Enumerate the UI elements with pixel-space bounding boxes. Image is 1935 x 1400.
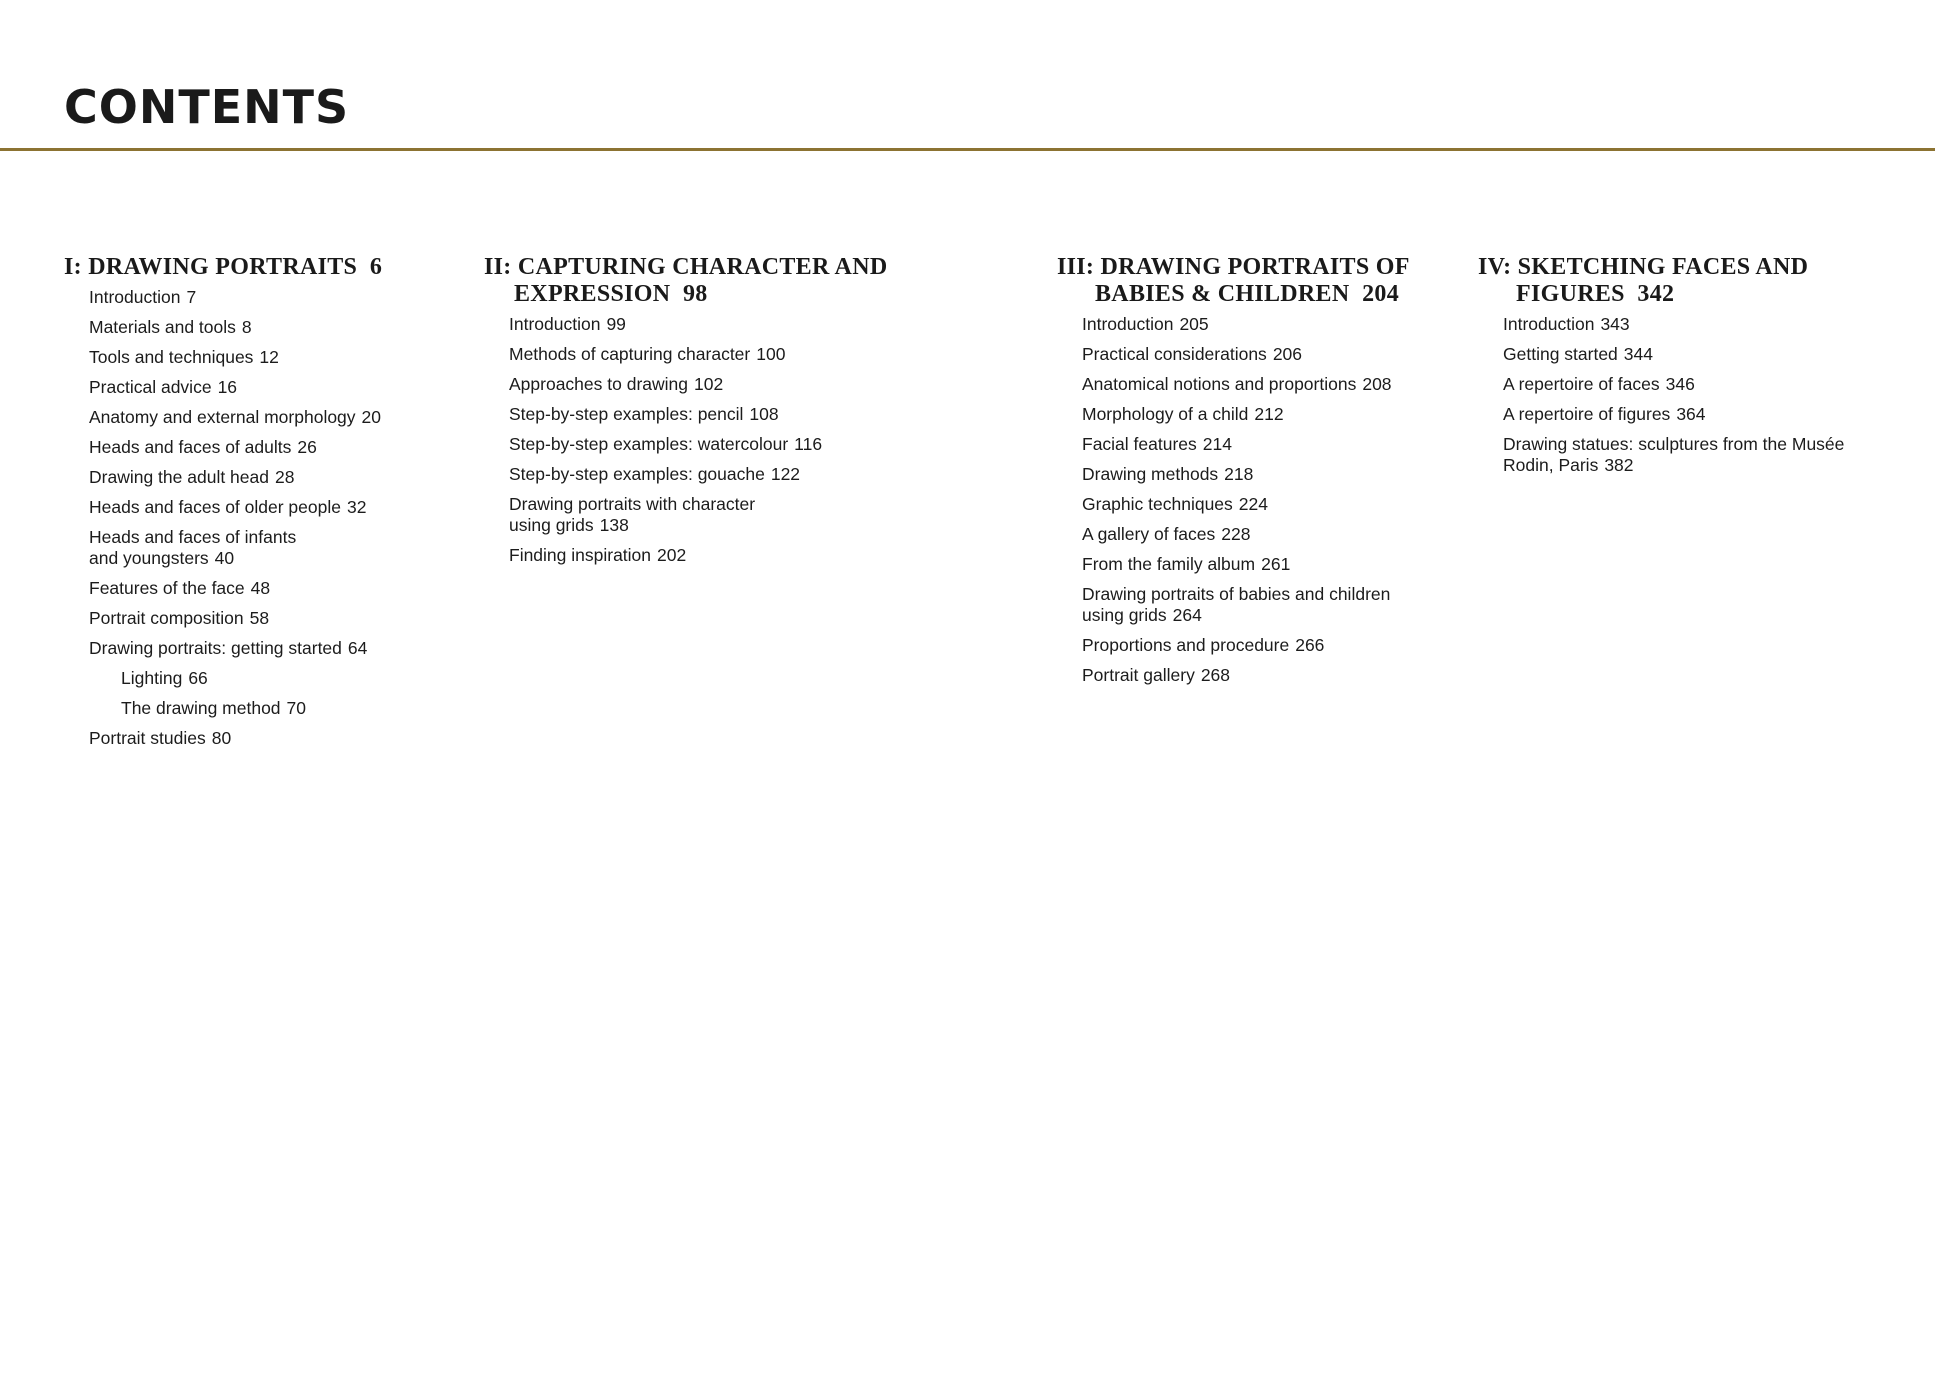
- toc-entry-title: Practical considerations: [1082, 344, 1267, 364]
- section-heading-text: II: CAPTURING CHARACTER AND: [484, 254, 888, 280]
- toc-entry-title: Drawing portraits: getting started: [89, 638, 342, 658]
- toc-entry-title: Portrait gallery: [1082, 665, 1195, 685]
- toc-entry-page: 12: [259, 347, 279, 367]
- section-heading-text-cont: EXPRESSION: [514, 281, 671, 307]
- section-heading: [1478, 254, 1898, 308]
- toc-subentry[interactable]: [89, 668, 464, 689]
- toc-entry-title: Introduction: [1503, 314, 1595, 334]
- toc-entry-title-cont: Rodin, Paris: [1503, 455, 1599, 475]
- toc-section-2: [484, 254, 1024, 575]
- toc-entry-page: 382: [1604, 455, 1634, 475]
- toc-entry-title: Heads and faces of infants: [89, 527, 297, 547]
- toc-entry-title: The drawing method: [121, 698, 281, 718]
- toc-entry-title: Morphology of a child: [1082, 404, 1249, 424]
- toc-entry-title: Drawing methods: [1082, 464, 1219, 484]
- toc-entry-title: Lighting: [121, 668, 183, 688]
- toc-entry-title: Getting started: [1503, 344, 1618, 364]
- toc-entry-list: [484, 314, 1024, 566]
- toc-entry-list: [1057, 314, 1457, 686]
- toc-entry[interactable]: [1082, 464, 1457, 485]
- toc-entry-page: 16: [217, 377, 238, 397]
- toc-entry-title: Tools and techniques: [89, 347, 254, 367]
- toc-entry[interactable]: [1082, 524, 1457, 545]
- toc-entry-page: 116: [794, 434, 823, 454]
- toc-entry-page: 122: [770, 464, 801, 484]
- toc-entry[interactable]: [1082, 665, 1457, 686]
- toc-entry-title: Portrait composition: [89, 608, 244, 628]
- toc-entry-title: Portrait studies: [89, 728, 206, 748]
- toc-entry[interactable]: [509, 374, 1024, 395]
- toc-entry-page: 228: [1221, 524, 1251, 544]
- toc-entry-title: Drawing statues: sculptures from the Musée: [1503, 434, 1845, 454]
- toc-entry-page: 48: [250, 578, 271, 598]
- toc-entry-title: From the family album: [1082, 554, 1256, 574]
- toc-entry[interactable]: [89, 437, 464, 458]
- toc-entry-title: Graphic techniques: [1082, 494, 1233, 514]
- toc-entry-title: A repertoire of figures: [1503, 404, 1671, 424]
- toc-entry[interactable]: [89, 287, 464, 308]
- title-divider: [0, 148, 1935, 151]
- toc-entry[interactable]: [89, 317, 464, 338]
- toc-entry-title: A repertoire of faces: [1503, 374, 1660, 394]
- toc-entry-page: 202: [657, 545, 687, 565]
- toc-entry-list: [64, 287, 464, 749]
- toc-entry-title-cont: and youngsters: [89, 548, 209, 568]
- toc-entry-page: 26: [297, 437, 317, 457]
- toc-entry-page: 264: [1172, 605, 1202, 625]
- toc-entry-page: 66: [188, 668, 208, 688]
- toc-entry[interactable]: [1503, 434, 1898, 476]
- toc-entry-page: 8: [241, 317, 252, 337]
- toc-entry[interactable]: [1503, 314, 1898, 335]
- toc-entry[interactable]: [89, 377, 464, 398]
- toc-entry[interactable]: [89, 527, 464, 569]
- toc-entry-page: 268: [1200, 665, 1231, 685]
- toc-entry-title: Materials and tools: [89, 317, 236, 337]
- section-heading-page: 98: [682, 281, 708, 307]
- toc-entry-title: Step-by-step examples: gouache: [509, 464, 765, 484]
- toc-entry-page: 32: [346, 497, 367, 517]
- toc-entry[interactable]: [89, 347, 464, 368]
- toc-entry-title: Drawing portraits with character: [509, 494, 756, 514]
- toc-entry-page: 28: [274, 467, 295, 487]
- toc-entry-list: [1478, 314, 1898, 476]
- toc-entry[interactable]: [1082, 344, 1457, 365]
- toc-entry-title: Heads and faces of older people: [89, 497, 341, 517]
- section-heading-text: IV: SKETCHING FACES AND: [1478, 254, 1809, 280]
- toc-entry-page: 100: [756, 344, 786, 364]
- page-title: CONTENTS: [64, 80, 350, 134]
- toc-entry-title-cont: using grids: [509, 515, 594, 535]
- toc-entry-page: 205: [1179, 314, 1209, 334]
- toc-subentry[interactable]: [89, 698, 464, 719]
- toc-entry-title: Proportions and procedure: [1082, 635, 1290, 655]
- toc-entry[interactable]: [509, 464, 1024, 485]
- toc-entry-title: Introduction: [89, 287, 181, 307]
- toc-entry-page: 70: [286, 698, 307, 718]
- toc-entry-title: Anatomy and external morphology: [89, 407, 356, 427]
- toc-entry-page: 138: [599, 515, 629, 535]
- toc-entry[interactable]: [509, 344, 1024, 365]
- section-heading-page: 342: [1637, 281, 1675, 307]
- toc-entry[interactable]: [89, 467, 464, 488]
- toc-entry[interactable]: [89, 638, 464, 659]
- toc-entry-page: 20: [361, 407, 382, 427]
- toc-entry[interactable]: [89, 407, 464, 428]
- toc-entry-page: 344: [1623, 344, 1653, 364]
- toc-entry-title: Heads and faces of adults: [89, 437, 292, 457]
- section-heading-page: 204: [1362, 281, 1400, 307]
- toc-entry[interactable]: [1082, 635, 1457, 656]
- toc-entry[interactable]: [509, 434, 1024, 455]
- toc-entry-page: 206: [1272, 344, 1303, 364]
- toc-entry[interactable]: [509, 314, 1024, 335]
- toc-entry[interactable]: [1503, 344, 1898, 365]
- toc-entry[interactable]: [1082, 314, 1457, 335]
- toc-entry-page: 261: [1261, 554, 1291, 574]
- toc-entry-page: 40: [214, 548, 235, 568]
- toc-entry-page: 108: [749, 404, 779, 424]
- toc-entry-title: A gallery of faces: [1082, 524, 1216, 544]
- toc-entry-page: 7: [186, 287, 197, 307]
- toc-entry-title: Facial features: [1082, 434, 1197, 454]
- toc-entry-title: Drawing the adult head: [89, 467, 269, 487]
- toc-entry-page: 364: [1676, 404, 1706, 424]
- toc-section-3: [1057, 254, 1457, 695]
- toc-entry-title: Practical advice: [89, 377, 212, 397]
- toc-entry-title: Methods of capturing character: [509, 344, 751, 364]
- toc-entry-title: Approaches to drawing: [509, 374, 688, 394]
- section-heading-text-cont: FIGURES: [1516, 281, 1625, 307]
- toc-entry-title-cont: using grids: [1082, 605, 1167, 625]
- toc-entry-page: 99: [606, 314, 626, 334]
- toc-entry-page: 212: [1254, 404, 1284, 424]
- toc-entry[interactable]: [509, 545, 1024, 566]
- toc-entry[interactable]: [1082, 374, 1457, 395]
- toc-section-4: [1478, 254, 1898, 485]
- section-heading: [484, 254, 1024, 308]
- toc-entry[interactable]: [1503, 374, 1898, 395]
- toc-section-1: [64, 254, 464, 758]
- toc-entry-page: 58: [249, 608, 270, 628]
- toc-entry[interactable]: [509, 404, 1024, 425]
- toc-entry-page: 80: [211, 728, 232, 748]
- toc-entry[interactable]: [89, 578, 464, 599]
- toc-entry-page: 346: [1665, 374, 1695, 394]
- section-heading: [64, 254, 464, 281]
- toc-entry[interactable]: [89, 497, 464, 518]
- toc-entry-page: 208: [1362, 374, 1392, 394]
- toc-entry-title: Step-by-step examples: pencil: [509, 404, 744, 424]
- section-heading: [1057, 254, 1457, 308]
- toc-entry-page: 64: [347, 638, 368, 658]
- toc-entry[interactable]: [1082, 554, 1457, 575]
- toc-entry[interactable]: [509, 494, 1024, 536]
- toc-entry-title: Step-by-step examples: watercolour: [509, 434, 789, 454]
- toc-entry[interactable]: [1082, 404, 1457, 425]
- toc-entry-page: 218: [1224, 464, 1254, 484]
- toc-entry[interactable]: [1503, 404, 1898, 425]
- toc-entry[interactable]: [1082, 584, 1457, 626]
- toc-entry-title: Features of the face: [89, 578, 245, 598]
- toc-entry-page: 102: [694, 374, 724, 394]
- toc-entry-page: 214: [1202, 434, 1232, 454]
- toc-entry-title: Drawing portraits of babies and children: [1082, 584, 1391, 604]
- section-heading-text-cont: BABIES & CHILDREN: [1095, 281, 1350, 307]
- toc-entry-page: 224: [1238, 494, 1268, 514]
- toc-entry[interactable]: [89, 608, 464, 629]
- section-heading-text: I: DRAWING PORTRAITS: [64, 254, 358, 280]
- toc-entry-title: Finding inspiration: [509, 545, 652, 565]
- toc-entry-page: 266: [1295, 635, 1325, 655]
- section-heading-text: III: DRAWING PORTRAITS OF: [1057, 254, 1410, 280]
- toc-entry[interactable]: [1082, 494, 1457, 515]
- toc-entry-page: 343: [1600, 314, 1630, 334]
- toc-entry[interactable]: [1082, 434, 1457, 455]
- toc-entry-title: Introduction: [509, 314, 601, 334]
- toc-entry[interactable]: [89, 728, 464, 749]
- toc-entry-title: Anatomical notions and proportions: [1082, 374, 1357, 394]
- section-heading-page: 6: [369, 254, 383, 280]
- toc-entry-title: Introduction: [1082, 314, 1174, 334]
